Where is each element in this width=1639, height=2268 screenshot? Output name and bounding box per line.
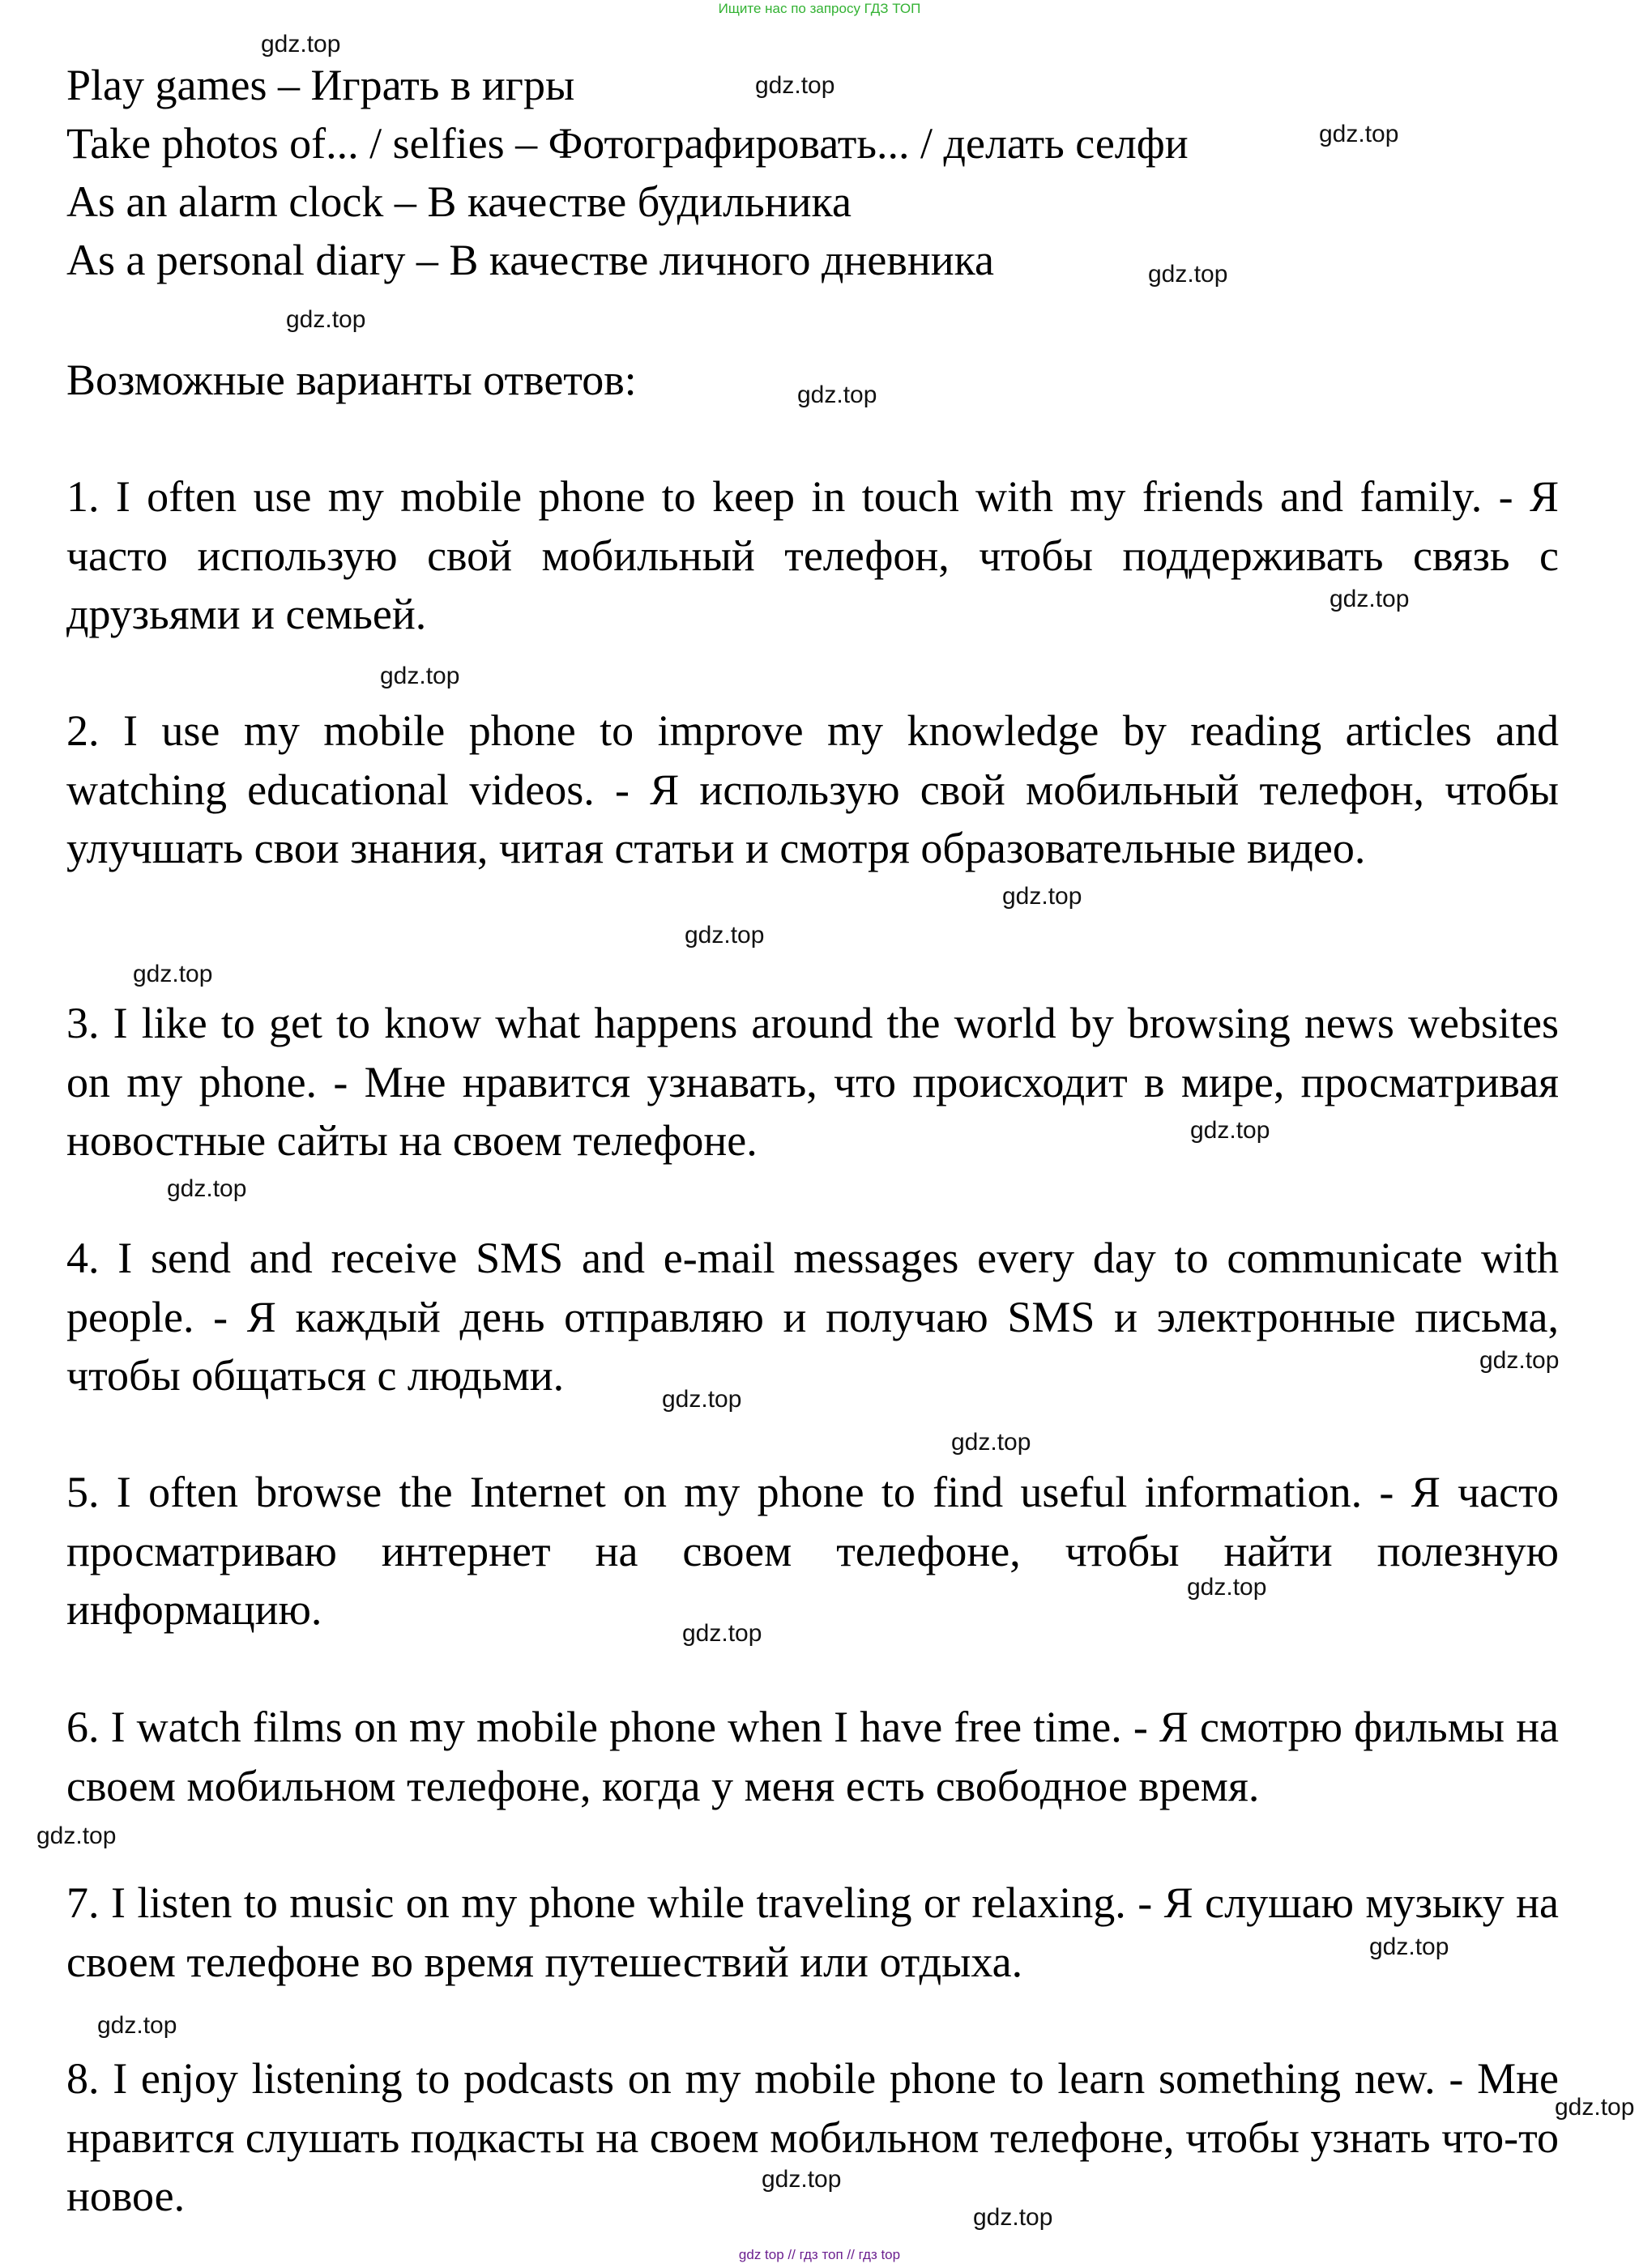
- top-banner: Ищите нас по запросу ГДЗ ТОП: [718, 1, 921, 16]
- watermark: gdz.top: [286, 306, 366, 333]
- watermark: gdz.top: [1369, 1933, 1449, 1960]
- watermark: gdz.top: [1002, 883, 1082, 910]
- watermark: gdz.top: [1555, 2094, 1635, 2121]
- watermark: gdz.top: [167, 1175, 247, 1202]
- watermark: gdz.top: [36, 1823, 117, 1849]
- bottom-banner: gdz top // гдз топ // гдз top: [738, 2247, 901, 2262]
- watermark: gdz.top: [755, 72, 835, 99]
- answer-item: 4. I send and receive SMS and e-mail messages every day to communicate with people. - Я каждый день отправляю и получаю SMS и электронные письма, чтобы общаться с людьми.: [66, 1234, 1559, 1400]
- watermark: gdz.top: [1319, 121, 1399, 147]
- vocab-line: As an alarm clock – В качестве будильника: [66, 177, 852, 226]
- watermark: gdz.top: [973, 2204, 1053, 2231]
- watermark: gdz.top: [762, 2166, 842, 2193]
- answer-item: 5. I often browse the Internet on my phone to find useful information. - Я часто просматриваю интернет на своем телефоне, чтобы найти полезную информацию.: [66, 1468, 1559, 1634]
- watermark: gdz.top: [1479, 1347, 1560, 1374]
- vocab-line: As a personal diary – В качестве личного дневника: [66, 236, 995, 284]
- answer-item: 3. I like to get to know what happens around the world by browsing news websites on my phone. - Мне нравится узнавать, что происходит в мире, просматривая новостные сайты на своем телефоне.: [66, 999, 1559, 1165]
- watermark: gdz.top: [662, 1386, 742, 1413]
- watermark: gdz.top: [1148, 261, 1228, 288]
- watermark: gdz.top: [797, 382, 877, 408]
- answer-item: 2. I use my mobile phone to improve my knowledge by reading articles and watching educational videos. - Я использую свой мобильный телефон, чтобы улучшать свои знания, читая статьи и смотря образовательные видео.: [66, 706, 1559, 872]
- watermark: gdz.top: [261, 31, 341, 58]
- watermark: gdz.top: [685, 922, 765, 949]
- watermark: gdz.top: [380, 663, 460, 689]
- answers-heading: Возможные варианты ответов:: [66, 356, 637, 404]
- watermark: gdz.top: [1187, 1574, 1267, 1601]
- watermark: gdz.top: [133, 961, 213, 987]
- vocab-line: Play games – Играть в игры: [66, 61, 575, 109]
- watermark: gdz.top: [97, 2012, 177, 2039]
- answer-item: 7. I listen to music on my phone while traveling or relaxing. - Я слушаю музыку на своем телефоне во время путешествий или отдыха.: [66, 1878, 1559, 1986]
- watermark: gdz.top: [1190, 1117, 1270, 1144]
- watermark: gdz.top: [951, 1429, 1031, 1456]
- answer-item: 8. I enjoy listening to podcasts on my mobile phone to learn something new. - Мне нравится слушать подкасты на своем мобильном телефоне, чтобы узнать что-то новое.: [66, 2054, 1559, 2220]
- watermark: gdz.top: [1330, 586, 1410, 612]
- answer-item: 1. I often use my mobile phone to keep in touch with my friends and family. - Я часто использую свой мобильный телефон, чтобы поддерживать связь с друзьями и семьей.: [66, 472, 1559, 638]
- answer-item: 6. I watch films on my mobile phone when I have free time. - Я смотрю фильмы на своем мобильном телефоне, когда у меня есть свободное время.: [66, 1703, 1559, 1810]
- watermark: gdz.top: [682, 1620, 762, 1647]
- vocab-line: Take photos of... / selfies – Фотографировать... / делать селфи: [66, 119, 1189, 168]
